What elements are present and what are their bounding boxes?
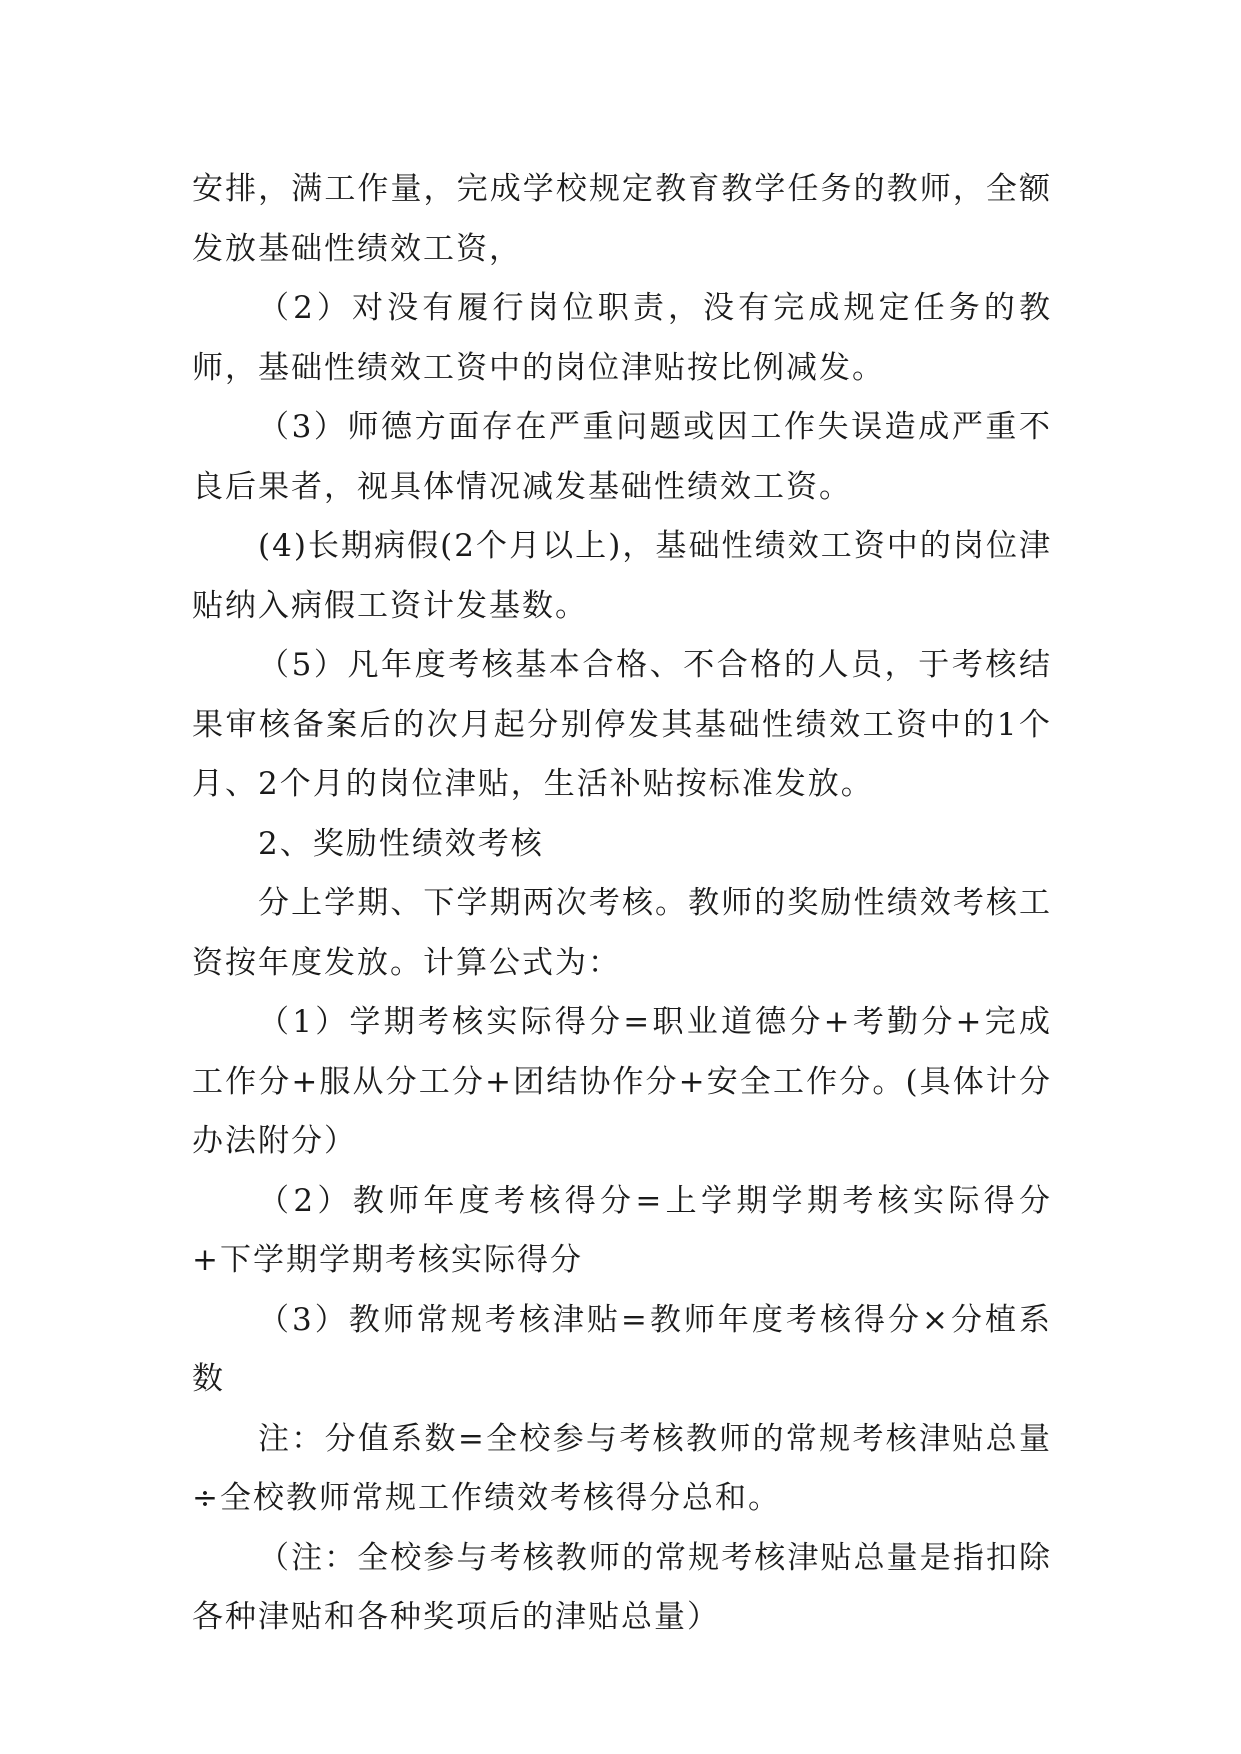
paragraph-note-coefficient: 注：分值系数=全校参与考核教师的常规考核津贴总量÷全校教师常规工作绩效考核得分总和。	[192, 1420, 1052, 1516]
paragraph-formula-2: （2）教师年度考核得分=上学期学期考核实际得分+下学期学期考核实际得分	[192, 1182, 1052, 1278]
paragraph-continuation: 安排，满工作量，完成学校规定教育教学任务的教师，全额发放基础性绩效工资，	[192, 171, 1052, 267]
document-body	[192, 160, 1052, 1648]
paragraph-item-5: （5）凡年度考核基本合格、不合格的人员，于考核结果审核备案后的次月起分别停发其基础性绩效工资中的1个月、2个月的岗位津贴，生活补贴按标准发放。	[192, 647, 1052, 802]
paragraph-item-4: (4)长期病假(2个月以上)，基础性绩效工资中的岗位津贴纳入病假工资计发基数。	[192, 528, 1052, 624]
section-heading-reward-performance: 2、奖励性绩效考核	[258, 825, 544, 862]
paragraph-formula-1: （1）学期考核实际得分=职业道德分+考勤分+完成工作分+服从分工分+团结协作分+安全工作分。(具体计分办法附分）	[192, 1004, 1052, 1159]
paragraph-item-2: （2）对没有履行岗位职责，没有完成规定任务的教师，基础性绩效工资中的岗位津贴按比例减发。	[192, 290, 1052, 386]
paragraph-note-allowance: （注：全校参与考核教师的常规考核津贴总量是指扣除各种津贴和各种奖项后的津贴总量）	[192, 1539, 1052, 1635]
paragraph-assessment-intro: 分上学期、下学期两次考核。教师的奖励性绩效考核工资按年度发放。计算公式为：	[192, 885, 1052, 981]
paragraph-formula-3: （3）教师常规考核津贴=教师年度考核得分×分植系数	[192, 1301, 1052, 1397]
paragraph-item-3: （3）师德方面存在严重问题或因工作失误造成严重不良后果者，视具体情况减发基础性绩效工资。	[192, 409, 1052, 505]
